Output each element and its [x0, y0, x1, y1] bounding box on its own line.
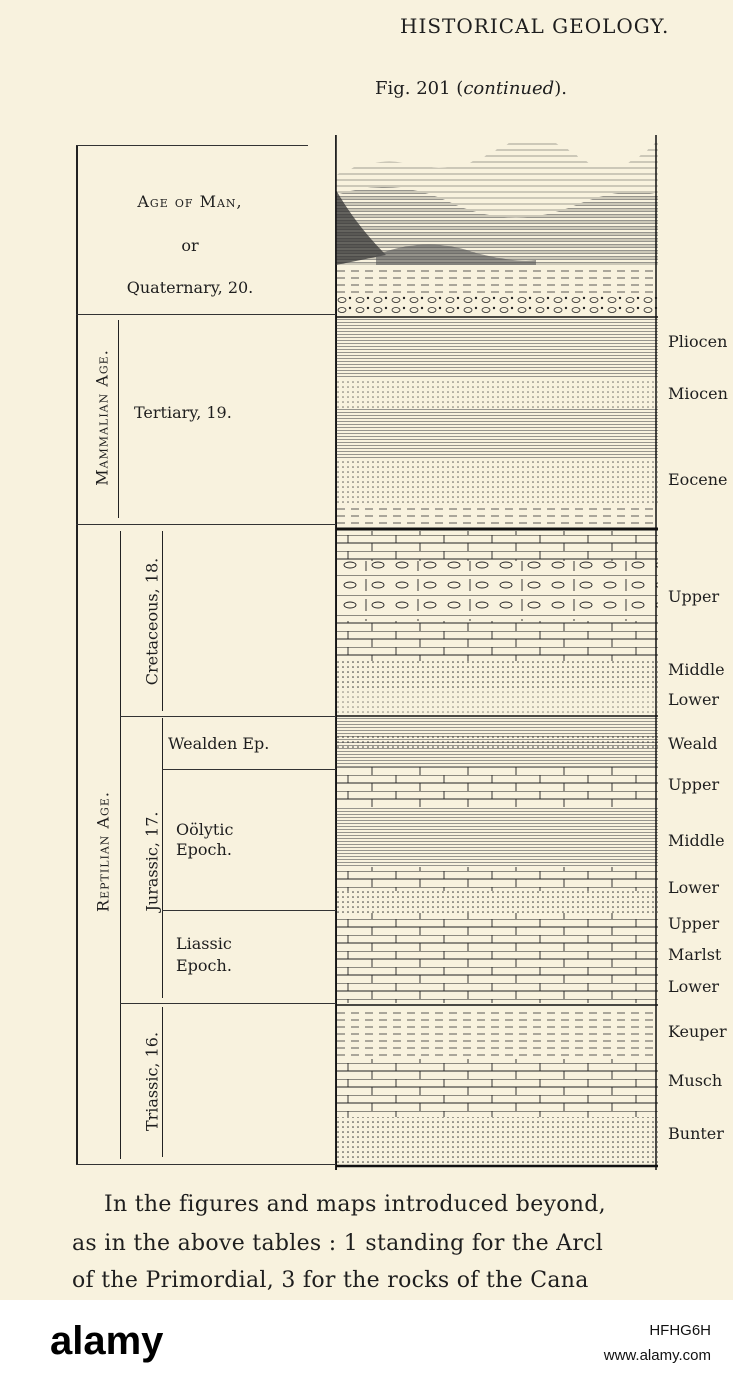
side-label-cretaceous-upper: Upper — [668, 587, 720, 606]
side-label-bunter: Bunter — [668, 1124, 724, 1143]
table-bottom-line — [76, 1164, 336, 1165]
table-top-line — [76, 145, 308, 146]
caption-italic: continued — [463, 78, 555, 99]
jurassic-divider — [120, 1003, 336, 1004]
table-left-border — [76, 145, 78, 1165]
watermark-image-id: HFHG6H — [649, 1322, 711, 1339]
side-label-cretaceous-middle: Middle — [668, 660, 725, 679]
cretaceous-label: Cretaceous, 18. — [142, 557, 162, 686]
jurassic-label: Jurassic, 17. — [142, 811, 162, 912]
body-line-3: of the Primordial, 3 for the rocks of the Cana — [72, 1268, 589, 1293]
cretaceous-divider — [120, 716, 336, 717]
liassic-label-1: Liassic — [176, 934, 232, 953]
triassic-label: Triassic, 16. — [142, 1031, 162, 1132]
figure-caption — [375, 78, 567, 99]
wealden-label: Wealden Ep. — [168, 734, 270, 753]
oolytic-divider — [162, 910, 336, 911]
side-label-oolytic-lower: Lower — [668, 878, 720, 897]
body-line-2: as in the above tables : 1 standing for the Arcl — [72, 1231, 604, 1256]
caption-prefix: Fig. 201 ( — [375, 78, 464, 99]
tertiary-label: Tertiary, 19. — [134, 403, 232, 422]
quaternary-divider — [76, 314, 336, 315]
strata-illustration — [336, 135, 658, 1170]
age-of-man-line2: or — [181, 236, 199, 255]
side-label-muschelkalk: Musch — [668, 1071, 723, 1090]
mammalian-age-label: Mammalian Age. — [92, 349, 112, 486]
age-of-man-line1: Age of Man, — [137, 192, 243, 211]
caption-suffix: ). — [554, 78, 567, 99]
alamy-logo — [50, 1312, 165, 1372]
running-title: HISTORICAL GEOLOGY. — [400, 14, 670, 38]
mammalian-col-line — [118, 320, 119, 518]
geological-section — [336, 135, 658, 1170]
jurassic-col-line — [162, 718, 163, 998]
triassic-col-line — [162, 1007, 163, 1157]
side-label-marlstone: Marlst — [668, 945, 722, 964]
reptilian-col-line — [120, 531, 121, 1159]
side-label-liassic-upper: Upper — [668, 914, 720, 933]
oolytic-label-2: Epoch. — [176, 840, 232, 859]
side-label-cretaceous-lower: Lower — [668, 690, 720, 709]
oolytic-label-1: Oölytic — [176, 820, 234, 839]
body-line-1: In the figures and maps introduced beyond, — [104, 1192, 606, 1217]
liassic-label-2: Epoch. — [176, 956, 232, 975]
side-label-wealden: Weald — [668, 734, 718, 753]
side-label-pliocene: Pliocen — [668, 332, 728, 351]
wealden-divider — [162, 769, 336, 770]
side-label-eocene: Eocene — [668, 470, 728, 489]
side-label-oolytic-upper: Upper — [668, 775, 720, 794]
tertiary-divider — [76, 524, 336, 525]
side-label-keuper: Keuper — [668, 1022, 727, 1041]
reptilian-age-label: Reptilian Age. — [93, 791, 113, 912]
watermark-url: www.alamy.com — [603, 1347, 711, 1364]
side-label-liassic-lower: Lower — [668, 977, 720, 996]
alamy-logo-text: alamy — [50, 1319, 164, 1363]
age-of-man-line3: Quaternary, 20. — [126, 278, 254, 297]
side-label-miocene: Miocen — [668, 384, 728, 403]
side-label-oolytic-middle: Middle — [668, 831, 725, 850]
cretaceous-col-line — [162, 531, 163, 711]
